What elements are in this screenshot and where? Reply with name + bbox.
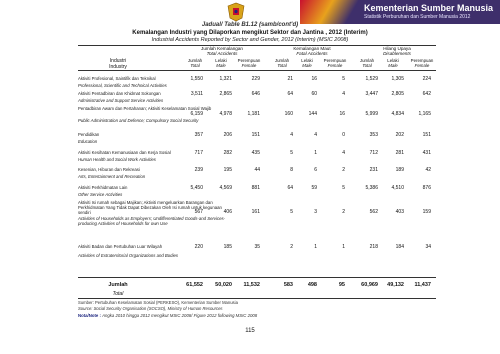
footnote-label: Nota/Note : — [78, 313, 101, 318]
cell-total: 5,450 — [190, 185, 203, 191]
cell-male: 195 — [223, 167, 232, 173]
column-header — [210, 58, 232, 68]
column-header-en: Total — [190, 63, 200, 68]
cell-fatal-female: 1 — [342, 244, 345, 250]
cell-disable-male: 2,805 — [391, 91, 404, 97]
cell-disable-female: 642 — [422, 91, 431, 97]
cell-female: 435 — [251, 150, 260, 156]
cell-disable-male: 403 — [395, 209, 404, 215]
cell-fatal-total: 8 — [290, 167, 293, 173]
total-label-en: Total — [112, 291, 124, 297]
cell-disable-male: 1,305 — [391, 76, 404, 82]
cell-fatal-female: 5 — [342, 76, 345, 82]
footnote — [78, 313, 257, 318]
cell-fatal-male: 1 — [314, 244, 317, 250]
total-cell-disable-female: 11,437 — [414, 282, 431, 288]
cell-fatal-female: 0 — [342, 132, 345, 138]
row-label-en: Other Service Activities — [78, 192, 123, 197]
cell-total: 3,511 — [190, 91, 203, 97]
column-header-ms: Lelaki — [215, 58, 227, 63]
column-header-ms: Perempuan — [237, 58, 261, 63]
row-label-en: Administrative and Support Service Activities — [78, 98, 164, 103]
industry-header-en: Industry — [109, 64, 127, 70]
industry-header — [78, 58, 158, 70]
group-header-label: Kemalangan Maut — [293, 46, 331, 51]
group-header-label: Jumlah Kemalangan — [201, 46, 243, 51]
cell-fatal-total: 21 — [287, 76, 293, 82]
ministry-banner — [300, 0, 500, 24]
cell-total: 357 — [194, 132, 203, 138]
row-label: Aktiviti Perkhidmatan Lain — [78, 185, 128, 190]
source-note: Sumber: Pertubuhan Keselamatan Sosial (PERKESO), Kementerian Sumber Manusia — [78, 300, 238, 305]
column-header-en: Total — [277, 63, 287, 68]
column-header-en: Male — [388, 63, 398, 68]
cell-disable-total: 1,529 — [365, 76, 378, 82]
column-header-ms: Jumlah — [359, 58, 375, 63]
cell-disable-male: 4,510 — [391, 185, 404, 191]
table-row — [78, 132, 436, 146]
cell-male: 1,321 — [219, 76, 232, 82]
column-header-en: Male — [216, 63, 226, 68]
row-label: Aktiviti Profesional, Saintifik dan Teknikal — [78, 76, 156, 81]
row-label-en: Education — [78, 139, 98, 144]
cell-fatal-female: 4 — [342, 91, 345, 97]
cell-disable-total: 353 — [369, 132, 378, 138]
table-row — [78, 185, 436, 199]
cell-fatal-male: 59 — [311, 185, 317, 191]
cell-male: 185 — [223, 244, 232, 250]
table-row — [78, 150, 436, 164]
cell-fatal-female: 2 — [342, 209, 345, 215]
cell-male: 282 — [223, 150, 232, 156]
total-cell-fatal-total: 583 — [283, 282, 293, 288]
cell-disable-female: 42 — [425, 167, 431, 173]
cell-fatal-male: 4 — [314, 132, 317, 138]
group-header-label: Hilang Upaya — [383, 46, 411, 51]
cell-fatal-male: 6 — [314, 167, 317, 173]
column-header — [408, 58, 436, 68]
row-label: Aktiviti Kesihatan Kemanusiaan dan Kerja Sosial — [78, 150, 171, 155]
cell-male: 2,865 — [219, 91, 232, 97]
cell-fatal-male: 3 — [314, 209, 317, 215]
column-header-ms: Jumlah — [274, 58, 290, 63]
column-header-en: Female — [414, 63, 430, 68]
total-label: Jumlah — [108, 282, 128, 288]
column-header-ms: Perempuan — [323, 58, 347, 63]
cell-fatal-total: 160 — [284, 111, 293, 117]
industry-header-ms: Industri — [109, 58, 127, 64]
column-header-ms: Perempuan — [410, 58, 434, 63]
column-header — [382, 58, 404, 68]
cell-disable-total: 562 — [369, 209, 378, 215]
cell-fatal-total: 64 — [287, 91, 293, 97]
banner-title: Kementerian Sumber Manusia — [364, 3, 494, 13]
total-cell-female: 11,532 — [243, 282, 260, 288]
table-title: Kemalangan Industri yang Dilaporkan mengikut Sektor dan Jantina , 2012 (Interim) — [132, 30, 368, 36]
total-cell-disable-male: 49,132 — [387, 282, 404, 288]
row-label: Aktiviti Badan dan Pertubuhan Luar Wilayah — [78, 244, 163, 249]
row-label: Aktiviti Pentadbiran dan Khidmat Sokongan — [78, 91, 161, 96]
column-header — [356, 58, 378, 68]
cell-fatal-female: 4 — [342, 150, 345, 156]
cell-disable-female: 224 — [422, 76, 431, 82]
cell-male: 406 — [223, 209, 232, 215]
column-header-ms: Jumlah — [187, 58, 203, 63]
table-row — [78, 167, 436, 181]
cell-fatal-total: 2 — [290, 244, 293, 250]
row-label-en: Activities of Extraterritorial Organizations and Bodies — [78, 253, 179, 258]
cell-female: 229 — [251, 76, 260, 82]
cell-fatal-male: 1 — [314, 150, 317, 156]
column-header-en: Total — [362, 63, 372, 68]
cell-disable-male: 4,834 — [391, 111, 404, 117]
column-header — [184, 58, 206, 68]
cell-disable-female: 151 — [422, 132, 431, 138]
row-label: Pentadbiran Awam dan Pertahanan; Aktiviti Keselamatan Sosial Wajib — [78, 106, 212, 111]
cell-fatal-male: 144 — [308, 111, 317, 117]
total-cell-male: 50,020 — [215, 282, 232, 288]
cell-disable-total: 5,999 — [365, 111, 378, 117]
total-cell-fatal-female: 95 — [338, 282, 345, 288]
cell-disable-male: 202 — [395, 132, 404, 138]
cell-male: 4,978 — [219, 111, 232, 117]
column-header-en: Female — [327, 63, 343, 68]
column-header — [322, 58, 348, 68]
total-cell-total: 61,552 — [186, 282, 203, 288]
cell-disable-total: 218 — [369, 244, 378, 250]
cell-disable-female: 1,165 — [418, 111, 431, 117]
cell-total: 239 — [194, 167, 203, 173]
table-number: Jadual/ Table B1.12 (samb/cont'd) — [201, 22, 299, 28]
page-number: 115 — [245, 328, 255, 334]
cell-disable-female: 34 — [425, 244, 431, 250]
cell-female: 881 — [251, 185, 260, 191]
row-label-en: Public Administration and Defence; Compulsory Social Security — [78, 118, 199, 123]
cell-male: 206 — [223, 132, 232, 138]
cell-disable-female: 159 — [422, 209, 431, 215]
cell-fatal-male: 60 — [311, 91, 317, 97]
cell-total: 717 — [194, 150, 203, 156]
banner-subtitle: Statistik Perburuhan dan Sumber Manusia 2012 — [364, 14, 471, 20]
row-label-en: Professional, Scientific and Technical Activities — [78, 83, 167, 88]
cell-disable-female: 876 — [422, 185, 431, 191]
group-header-total — [183, 46, 261, 56]
cell-fatal-female: 16 — [339, 111, 345, 117]
cell-disable-total: 231 — [369, 167, 378, 173]
table-row — [78, 200, 436, 234]
table-subtitle: Industrial Accidents Reported by Sector and Gender, 2012 (Interim) (MSIC 2008) — [151, 37, 349, 43]
cell-total: 220 — [194, 244, 203, 250]
cell-disable-total: 5,386 — [365, 185, 378, 191]
row-label: Kesenian, Hiburan dan Rekreasi — [78, 167, 140, 172]
cell-disable-male: 184 — [395, 244, 404, 250]
cell-fatal-total: 4 — [290, 132, 293, 138]
cell-female: 151 — [251, 132, 260, 138]
column-header — [236, 58, 262, 68]
total-top-rule — [78, 277, 436, 278]
cell-female: 1,181 — [247, 111, 260, 117]
table-row — [78, 106, 436, 130]
cell-fatal-female: 5 — [342, 185, 345, 191]
group-header-fatal — [273, 46, 351, 56]
coat-of-arms-icon — [224, 2, 248, 22]
column-header — [296, 58, 318, 68]
cell-total: 567 — [194, 209, 203, 215]
table-row — [78, 244, 436, 258]
cell-total: 6,159 — [190, 111, 203, 117]
cell-female: 646 — [251, 91, 260, 97]
footnote-text: Angka 2010 hingga 2012 mengikut MSIC 2008/ Figure 2012 following MSIC 2008 — [102, 313, 258, 318]
group-header-label-en: Disablements — [383, 51, 411, 56]
group-header-label-en: Total Accidents — [206, 51, 238, 56]
cell-total: 1,550 — [190, 76, 203, 82]
cell-female: 161 — [251, 209, 260, 215]
cell-fatal-total: 5 — [290, 209, 293, 215]
group-header-label-en: Fatal Accidents — [296, 51, 328, 56]
source-note-en: Source: Social Security Organisation (SOCSO), Ministry of Human Resources — [78, 306, 223, 311]
group-header-disablement — [358, 46, 436, 56]
column-header — [271, 58, 293, 68]
row-label-en: Human Health and Social Work Activities — [78, 157, 156, 162]
cell-fatal-male: 16 — [311, 76, 317, 82]
banner-swoosh — [300, 0, 360, 24]
total-cell-disable-total: 60,969 — [361, 282, 378, 288]
column-header-ms: Lelaki — [387, 58, 399, 63]
total-cell-fatal-male: 498 — [307, 282, 317, 288]
cell-fatal-total: 5 — [290, 150, 293, 156]
row-label: Aktiviti Isi rumah sebagai Majikan; Aktiviti mengeluarkan Barangan dan Perkhidmatan Yang Tidak Dapat Dibezakan Oleh Isi rumah untuk kegunaan sendiri — [78, 200, 222, 216]
cell-disable-male: 281 — [395, 150, 404, 156]
cell-fatal-total: 64 — [287, 185, 293, 191]
cell-disable-female: 431 — [422, 150, 431, 156]
column-header-en: Female — [241, 63, 257, 68]
column-header-en: Male — [302, 63, 312, 68]
row-label-en: Activities of Households as Employers; Undifferentiated Goods-and Services-producing Activities of Households for own Use — [78, 216, 226, 227]
cell-female: 35 — [254, 244, 260, 250]
total-bottom-rule — [78, 298, 436, 299]
column-header-ms: Lelaki — [301, 58, 313, 63]
row-label-en: Arts, Entertainment and Recreation — [78, 174, 146, 179]
cell-disable-total: 3,447 — [365, 91, 378, 97]
header-bottom-rule — [78, 70, 436, 71]
cell-fatal-female: 2 — [342, 167, 345, 173]
cell-male: 4,569 — [219, 185, 232, 191]
cell-female: 44 — [254, 167, 260, 173]
cell-disable-male: 189 — [395, 167, 404, 173]
row-label: Pendidikan — [78, 132, 100, 137]
cell-disable-total: 712 — [369, 150, 378, 156]
